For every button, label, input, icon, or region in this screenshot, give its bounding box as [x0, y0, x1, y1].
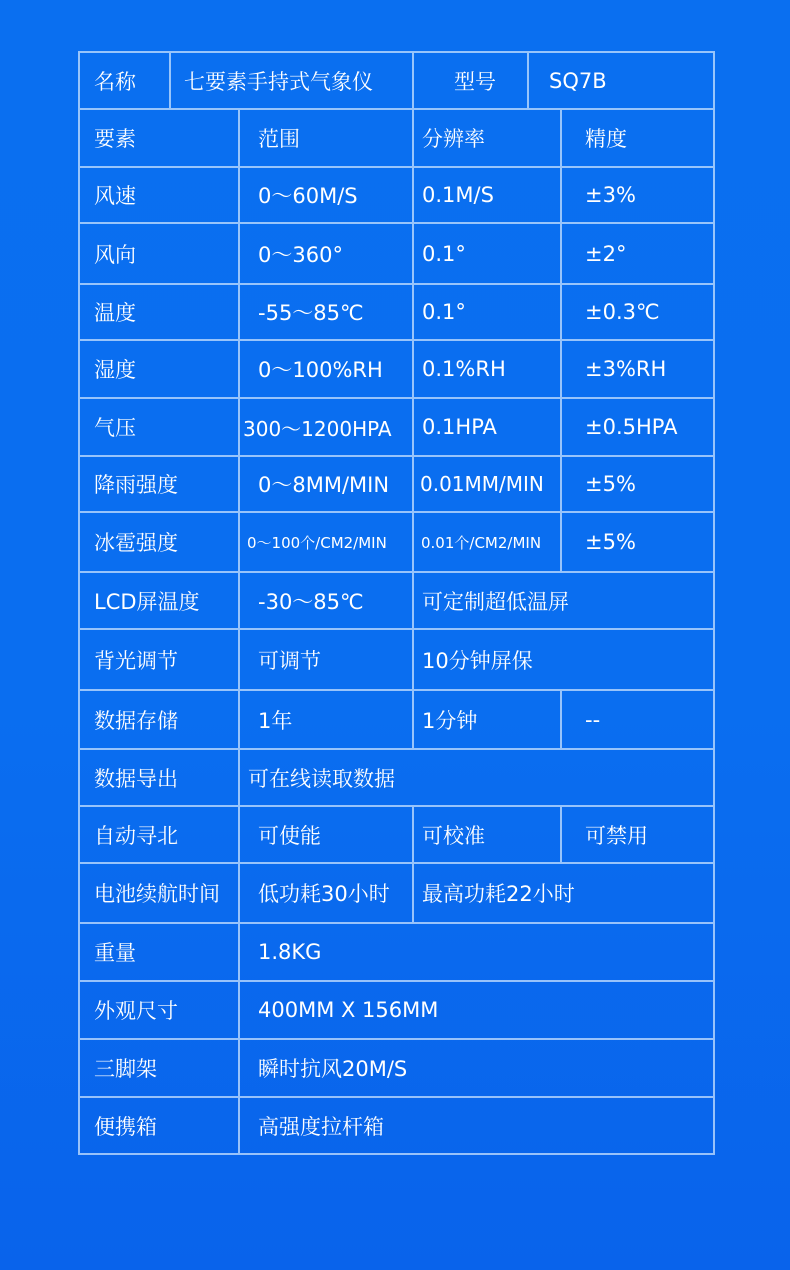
column-header-resolution: 分辨率	[414, 110, 562, 166]
case-value: 高强度拉杆箱	[258, 1114, 384, 1139]
resolution-cell: 0.1°	[414, 224, 562, 283]
element-cell: 气压	[80, 399, 240, 455]
accuracy-cell: ±5%	[585, 472, 636, 496]
backlight-value: 可调节	[240, 630, 414, 689]
column-header-accuracy: 精度	[585, 127, 627, 151]
table-row	[80, 168, 713, 224]
export-row	[80, 750, 713, 807]
table-row	[80, 341, 713, 399]
weight-row	[80, 924, 713, 982]
battery-row	[80, 864, 713, 924]
range-cell: 0～100个/CM2/MIN	[240, 513, 414, 571]
size-row	[80, 982, 713, 1040]
range-cell: 300～1200HPA	[240, 399, 414, 455]
range-cell: 0～8MM/MIN	[240, 457, 414, 511]
element-cell: 冰雹强度	[80, 513, 240, 571]
lcd-row	[80, 573, 713, 630]
storage-extra: --	[585, 707, 601, 732]
column-header-range: 范围	[240, 110, 414, 166]
lcd-label: LCD屏温度	[80, 573, 240, 628]
storage-interval: 1分钟	[414, 691, 562, 748]
element-cell: 风速	[80, 168, 240, 222]
accuracy-cell: ±3%RH	[585, 357, 667, 381]
storage-row	[80, 691, 713, 750]
range-cell: 0～360°	[240, 224, 414, 283]
accuracy-cell: ±0.5HPA	[585, 415, 678, 439]
export-value: 可在线读取数据	[248, 766, 395, 791]
element-cell: 降雨强度	[80, 457, 240, 511]
column-header-element: 要素	[80, 110, 240, 166]
table-row	[80, 285, 713, 341]
accuracy-cell: ±5%	[585, 530, 636, 554]
resolution-cell: 0.1M/S	[414, 168, 562, 222]
size-value: 400MM X 156MM	[258, 998, 439, 1022]
case-row	[80, 1098, 713, 1153]
storage-label: 数据存储	[80, 691, 240, 748]
resolution-cell: 0.01个/CM2/MIN	[414, 513, 562, 571]
column-header-row	[80, 110, 713, 168]
header-row	[80, 53, 713, 110]
resolution-cell: 0.1°	[414, 285, 562, 339]
table-row	[80, 513, 713, 573]
weight-value: 1.8KG	[258, 940, 322, 964]
tripod-row	[80, 1040, 713, 1098]
backlight-note: 10分钟屏保	[422, 648, 533, 673]
tripod-value: 瞬时抗风20M/S	[258, 1057, 408, 1081]
battery-high: 最高功耗22小时	[422, 882, 575, 906]
weight-label: 重量	[80, 924, 240, 980]
backlight-label: 背光调节	[80, 630, 240, 689]
resolution-cell: 0.01MM/MIN	[414, 457, 562, 511]
north-disable: 可禁用	[585, 823, 648, 848]
element-cell: 湿度	[80, 341, 240, 397]
backlight-row	[80, 630, 713, 691]
north-label: 自动寻北	[80, 807, 240, 862]
battery-label: 电池续航时间	[80, 864, 240, 922]
resolution-cell: 0.1%RH	[414, 341, 562, 397]
tripod-label: 三脚架	[80, 1040, 240, 1096]
table-row	[80, 457, 713, 513]
export-label: 数据导出	[80, 750, 240, 805]
north-row	[80, 807, 713, 864]
accuracy-cell: ±2°	[585, 241, 627, 266]
battery-low: 低功耗30小时	[240, 864, 414, 922]
range-cell: 0～60M/S	[240, 168, 414, 222]
range-cell: 0～100%RH	[240, 341, 414, 397]
element-cell: 风向	[80, 224, 240, 283]
name-label: 名称	[80, 53, 171, 108]
accuracy-cell: ±3%	[585, 183, 636, 207]
element-cell: 温度	[80, 285, 240, 339]
lcd-note: 可定制超低温屏	[422, 589, 569, 614]
model-label: 型号	[414, 53, 529, 108]
model-value: SQ7B	[549, 68, 607, 93]
table-row	[80, 224, 713, 285]
spec-table	[78, 51, 715, 1155]
table-row	[80, 399, 713, 457]
size-label: 外观尺寸	[80, 982, 240, 1038]
case-label: 便携箱	[80, 1098, 240, 1153]
north-enable: 可使能	[240, 807, 414, 862]
lcd-range: -30～85℃	[240, 573, 414, 628]
range-cell: -55～85℃	[240, 285, 414, 339]
north-calibrate: 可校准	[414, 807, 562, 862]
accuracy-cell: ±0.3℃	[585, 300, 660, 324]
product-name: 七要素手持式气象仪	[171, 53, 414, 108]
resolution-cell: 0.1HPA	[414, 399, 562, 455]
storage-value: 1年	[240, 691, 414, 748]
